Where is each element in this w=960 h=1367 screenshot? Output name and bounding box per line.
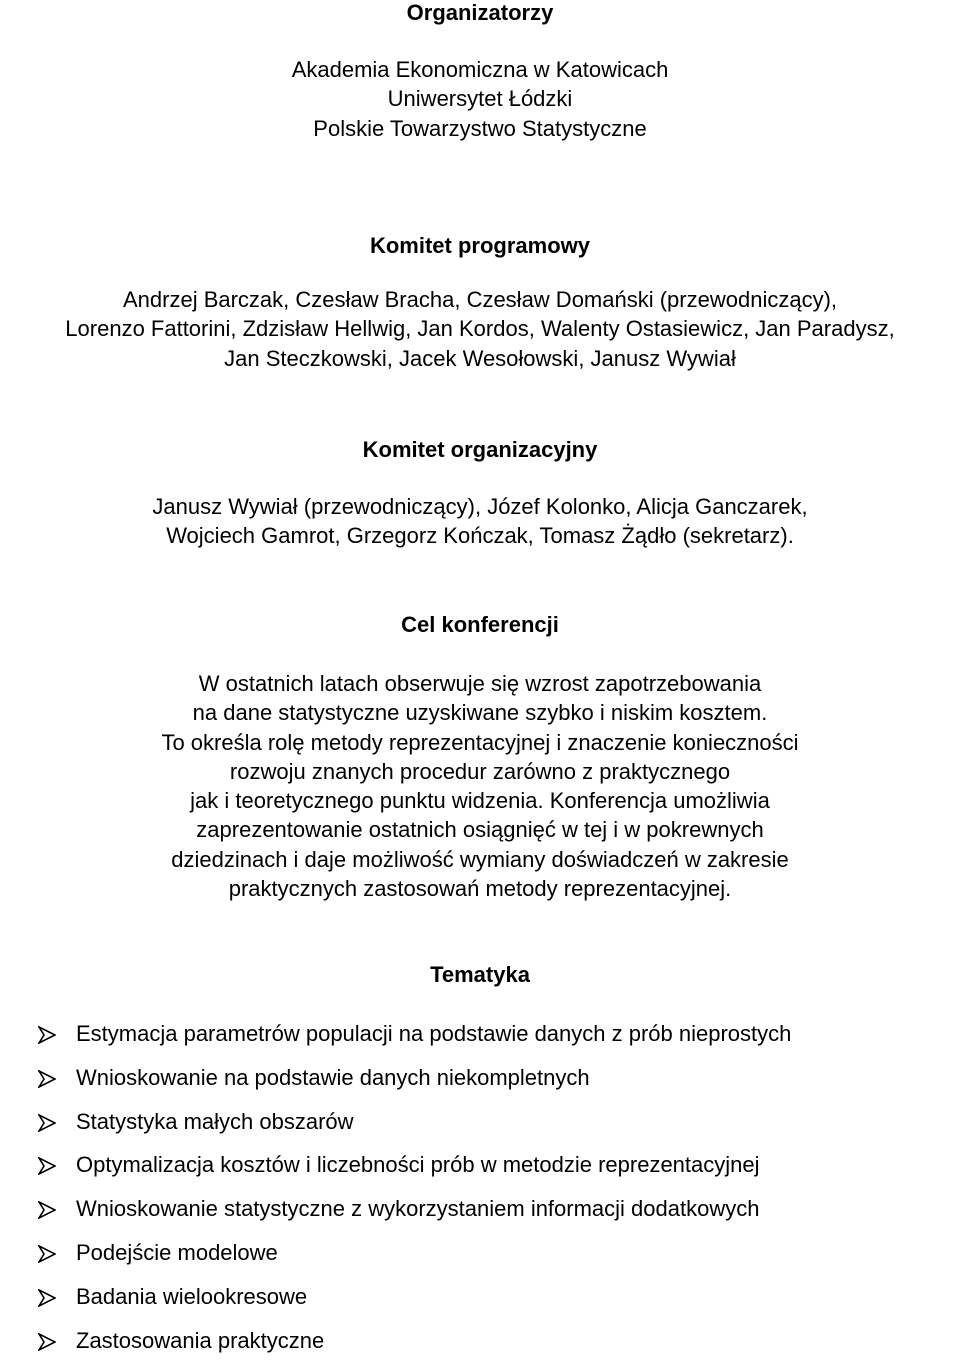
topic-label: Estymacja parametrów populacji na podstawie danych z prób nieprostych (76, 1021, 792, 1046)
paragraph-line: rozwoju znanych procedur zarówno z praktycznego (229, 758, 731, 784)
member-line: Andrzej Barczak, Czesław Bracha, Czesław Domański (przewodniczący), (122, 287, 838, 312)
paragraph-line: praktycznych zastosowań metody reprezentacyjnej. (228, 876, 732, 902)
topics-heading: Tematyka (430, 962, 530, 987)
paragraph-line: W ostatnich latach obserwuje się wzrost zapotrzebowania (198, 671, 762, 696)
member-line: Wojciech Gamrot, Grzegorz Kończak, Tomasz Żądło (sekretarz). (166, 523, 794, 549)
arrowhead-bullet-icon (38, 1289, 56, 1307)
topic-label: Wnioskowanie statystyczne z wykorzystaniem informacji dodatkowych (76, 1196, 760, 1222)
member-line: Jan Steczkowski, Jacek Wesołowski, Janusz Wywiał (224, 345, 736, 371)
arrowhead-bullet-icon (38, 1333, 56, 1351)
organizers-list (0, 55, 960, 143)
paragraph-line: jak i teoretycznego punktu widzenia. Konferencja umożliwia (190, 788, 770, 814)
topic-label: Zastosowania praktyczne (76, 1327, 325, 1353)
member-line: Janusz Wywiał (przewodniczący), Józef Kolonko, Alicja Ganczarek, (152, 494, 808, 519)
arrowhead-bullet-icon (38, 1114, 56, 1132)
topic-label: Badania wielookresowe (76, 1283, 308, 1309)
program-committee-heading: Komitet programowy (369, 233, 591, 258)
organizing-committee-members (0, 492, 960, 551)
arrowhead-bullet-icon (38, 1245, 56, 1263)
program-committee-members (0, 285, 960, 373)
paragraph-line: na dane statystyczne uzyskiwane szybko i niskim kosztem. (192, 700, 768, 726)
topic-label: Statystyka małych obszarów (76, 1108, 354, 1134)
conference-goal-heading: Cel konferencji (401, 612, 559, 637)
topic-label: Podejście modelowe (76, 1239, 278, 1265)
topic-label: Wnioskowanie na podstawie danych niekompletnych (76, 1064, 590, 1090)
organizer-line: Uniwersytet Łódzki (387, 86, 573, 112)
paragraph-line: zaprezentowanie ostatnich osiągnięć w tej i w pokrewnych (196, 817, 764, 843)
organizer-line: Polskie Towarzystwo Statystyczne (313, 115, 647, 141)
member-line: Lorenzo Fattorini, Zdzisław Hellwig, Jan Kordos, Walenty Ostasiewicz, Jan Paradysz, (65, 316, 895, 342)
conference-goal-text (0, 669, 960, 903)
arrowhead-bullet-icon (38, 1201, 56, 1219)
organizers-heading: Organizatorzy (406, 0, 554, 25)
organizing-committee-heading: Komitet organizacyjny (362, 437, 598, 462)
arrowhead-bullet-icon (38, 1070, 56, 1088)
paragraph-line: To określa rolę metody reprezentacyjnej i znaczenie konieczności (161, 729, 799, 755)
paragraph-line: dziedzinach i daje możliwość wymiany doświadczeń w zakresie (171, 846, 789, 872)
arrowhead-bullet-icon (38, 1026, 56, 1044)
arrowhead-bullet-icon (38, 1157, 56, 1175)
topic-label: Optymalizacja kosztów i liczebności prób w metodzie reprezentacyjnej (76, 1152, 760, 1178)
organizer-line: Akademia Ekonomiczna w Katowicach (291, 57, 669, 82)
